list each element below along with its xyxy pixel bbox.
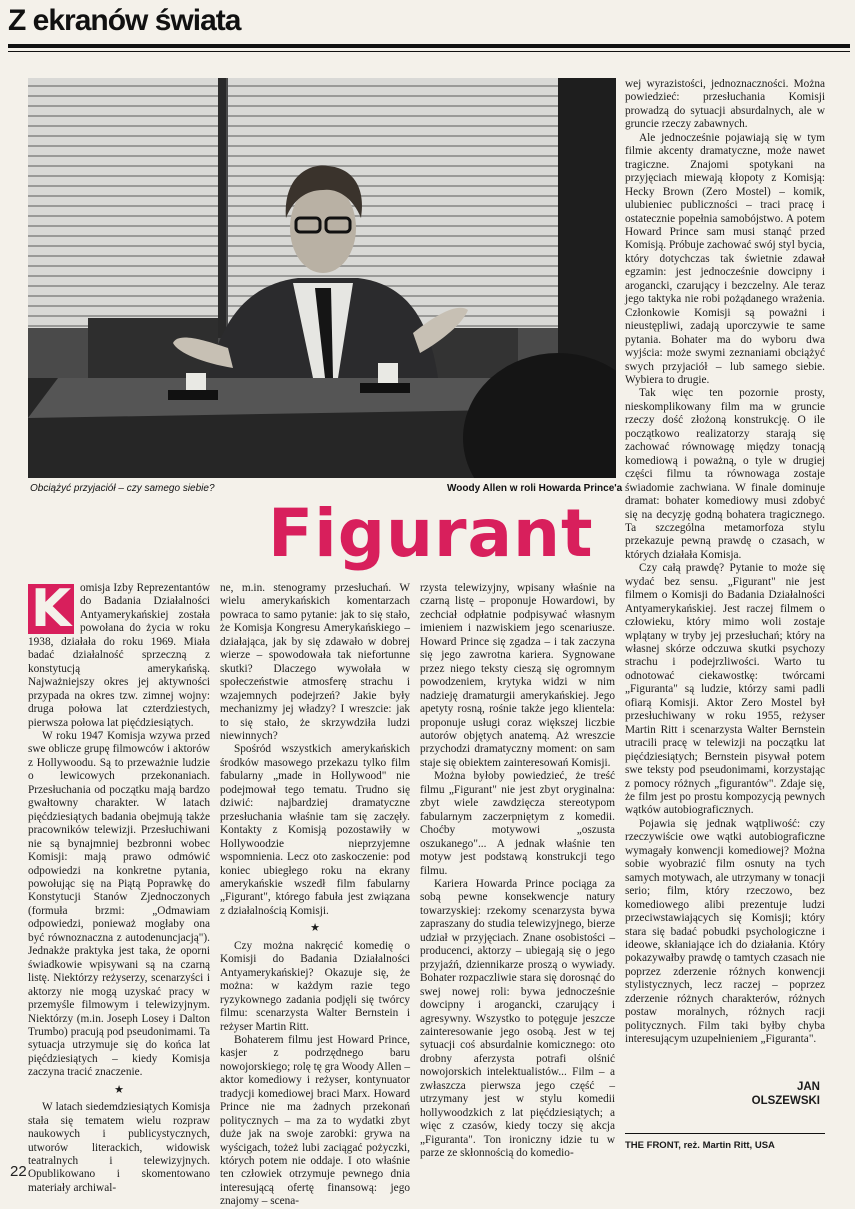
paragraph: ne, m.in. stenogramy przesłuchań. W wielu amerykańskich komentarzach powraca to samo pytanie: jak to się stało, że Komisja Kongresu Amerykańskiego – działająca, jak by się zdawało w dobrej wierze – spowodowała tak niefortunne skutki? Dlaczego wywołała w społeczeństwie atmosferę strachu i wzajemnych podejrzeń? Jakie były mechanizmy jej władzy? I wreszcie: jak to się stało, że skrzywdziła ludzi niewinnych? [220,582,410,742]
article-column-1 [28,579,210,1195]
section-break-star: ★ [310,922,320,935]
photo-caption-right: Woody Allen w roli Howarda Prince'a [447,483,623,494]
paragraph: Kariera Howarda Prince pociąga za sobą pewne konsekwencje natury towarzyskiej: rzekomy scenarzysta bywa zapraszany do studia telewizyjnego, bierze udział w przyjęciach. Znane osobistości – producenci, aktorzy – ubiegają się o jego przyjaźń, dziennikarze proszą o wywiady. Bohater rozpaczliwie stara się dorosnąć do swej nowej roli: bywa jednocześnie dowcipny i arogancki, czarujący i agresywny. Wszystko to potęguje jeszcze zainteresowanie jego osobą. Jest w tej sytuacji coś absurdalnie komicznego: oto drobny aferzysta potrafi olśnić nowojorskich intelektualistów... Film – a zwłaszcza pierwsza jego część – utrzymany jest w stylu komedii hollywoodzkich z lat pięćdziesiątych; a więc z czasów, kiedy toczy się akcja „Figuranta". Ton ironiczny idzie tu w parze ze skłonnością do komedio- [420,877,615,1160]
film-credit: THE FRONT, reż. Martin Ritt, USA [625,1140,775,1151]
header-rule [8,44,850,48]
paragraph: Czy można nakręcić komedię o Komisji do Badania Działalności Antyamerykańskiej? Okazuje się, że można: w każdym razie tego ryzykownego zadania podjęli się twórcy filmu: scenarzysta Walter Bernstein i reżyser Martin Ritt. [220,939,410,1033]
article-column-3 [420,582,615,1160]
paragraph: Tak więc ten pozornie prosty, nieskomplikowany film ma w gruncie rzeczy dość złożoną konstrukcję. O ile początkowo realizatorzy starają się zachować równowagę między tonacją komediową i poważną, o tyle w drugiej części filmu ta równowaga zostaje świadomie zachwiana. W finale dominuje dramat: bohater komediowy musi zdobyć się na decyzję godną bohatera tragicznego. Ta szczególna metamorfoza stylu przekazuje pewną prawdę o czasach, w których działała Komisja. [625,387,825,561]
section-break-star: ★ [114,1083,124,1096]
section-title: Z ekranów świata [8,4,241,37]
credit-rule [625,1133,825,1134]
paragraph: Ale jednocześnie pojawiają się w tym filmie akcenty dramatyczne, może nawet tragiczne. Znajomi spotykani na przyjęciach miewają kłopoty z Komisją: Hecky Brown (Zero Mostel) – komik, ulubieniec publiczności – traci pracę i ostatecznie popełnia samobójstwo. A potem Howard Prince sam musi stanąć przed Komisją. Próbuje zachować swój styl bycia, który dotychczas tak świetnie zdawał egzamin: jest jednocześnie dowcipny i arogancki, czarujący i bezczelny. Ale teraz jego taktyka nie robi pożądanego wrażenia. Członkowie Komisji są poważni i nieustępliwi, zadają uporczywie te same pytania. Bohater ma do wyboru dwa wyjścia: może swymi zeznaniami obciążyć swych przyjaciół – lub samego siebie. Wybiera to drugie. [625,131,825,386]
film-still-illustration [28,78,616,478]
author-last-name: OLSZEWSKI [751,1095,820,1107]
paragraph: Czy całą prawdę? Pytanie to może się wydać bez sensu. „Figurant" nie jest filmem o Komisji do Badania Działalności Antyamerykańskiej. Jest raczej filmem o człowieku, który mimo woli zostaje wplątany w tryby jej przesłuchań; który na własnej skórze odczuwa skutki psychozy strachu i podejrzliwości. Warto tu odnotować ciekawostkę: twórcami „Figuranta" są ludzie, którzy sami padli ofiarą Komisji. Aktor Zero Mostel był przesłuchiwany w roku 1955, reżyser Martin Ritt i scenarzysta Walter Bernstein utracili pracę w telewizji na początku lat pięćdziesiątych; Bernstein pisywał potem swe teksty pod pseudonimami, korzystając z pomocy różnych „figurantów". Zdaje się, że film jest po prostu kompozycją pewnych wątków autobiograficznych. [625,562,825,817]
page-number: 22 [10,1163,27,1180]
article-headline: Figurant [268,495,594,572]
header-rule-thin [8,51,850,52]
author-byline [720,1080,820,1108]
paragraph: Spośród wszystkich amerykańskich środków masowego przekazu tylko film fabularny „made in Hollywood" nie podejmował tego tematu. Trudno się dziwić: najbardziej dramatyczne przesłuchania właśnie tam się zaczęły. Kontakty z Komisją pozostawiły w Hollywoodzie nieprzyjemne wspomnienia. Lecz oto zaskoczenie: pod koniec ubiegłego roku na ekrany amerykańskie wszedł film fabularny „Figurant", którego fabuła jest związana z działalnością Komisji. [220,743,410,917]
paragraph: K omisja Izby Reprezentantów do Badania Działalności Antyamerykańskiej została powołana do życia w roku 1938, działała do roku 1969. Miała badać działalność sprzeczną z konstytucją amerykańską. Najważniejszy okres jej aktywności przypada na okres tzw. zimnej wojny: druga połowa lat czterdziestych, pierwsza połowa lat pięćdziesiątych. [28,579,210,729]
drop-cap: K [28,584,74,634]
paragraph: Można byłoby powiedzieć, że treść filmu „Figurant" nie jest zbyt oryginalna: zbyt wiele zawdzięcza stereotypom fabularnym zaczerpniętym z komedii. Choćby motywowi „oszusta oszukanego"... A jednak właśnie ten motyw jest podstawą konstrukcji tego filmu. [420,770,615,877]
author-first-name: JAN [796,1081,820,1093]
paragraph: W latach siedemdziesiątych Komisja stała się tematem wielu rozpraw naukowych i publicystycznych, utworów literackich, widowisk teatralnych i telewizyjnych. Opublikowano i skomentowano materiały archiwal- [28,1101,210,1194]
paragraph: wej wyrazistości, jednoznaczności. Można powiedzieć: przesłuchania Komisji prowadzą do sytuacji absurdalnych, ale w gruncie rzeczy zabawnych. [625,78,825,131]
film-still-photo [28,78,616,478]
article-column-4 [625,78,825,1047]
paragraph: Pojawia się jednak wątpliwość: czy rzeczywiście owe wątki autobiograficzne wymagały konwencji komediowej? Można sobie wyobrazić film osnuty na tych samych motywach, ale utrzymany w tonacji serio; film, który rzeczowo, bez komediowego alibi prezentuje ludzi przeciwstawiających się Komisji; który stara się badać pobudki psychologiczne i ideowe, skłaniające ich do działania. Który pokazywałby prawdę o tamtych czasach nie poprzez zderzenie różnych konwencji stylistycznych, lecz raczej – poprzez zderzenie różnych charakterów, różnych postaw moralnych, różnych racji politycznych. Film taki byłby chyba interesującym uzupełnieniem „Figuranta". [625,817,825,1046]
paragraph: rzysta telewizyjny, wpisany właśnie na czarną listę – proponuje Howardowi, by zechciał odpłatnie podpisywać własnym imieniem i nazwiskiem jego scenariusze. Howard Prince się zgadza – i tak zaczyna się jego zawrotna kariera. Sygnowane przez niego teksty cieszą się ogromnym powodzeniem, krytyka widzi w nim nadzieję dramaturgii amerykańskiej. Jego apetyty rosną, rośnie także jego klientela: proponuje usługi coraz większej liczbie autorów objętych anatemą. Aż wreszcie przychodzi dramatyczny moment: on sam staje się obiektem zainteresowań Komisji. [420,582,615,769]
article-column-2 [220,582,410,1209]
paragraph: W roku 1947 Komisja wzywa przed swe oblicze grupę filmowców i aktorów z Hollywoodu. Są to przeważnie ludzie o lewicowych przekonaniach. Przesłuchania od początku mają bardzo gwałtowny charakter. W latach pięćdziesiątych badania obejmują także pracowników telewizji. Przesłuchiwani nie są bynajmniej bezbronni wobec Komisji: mają prawo odmówić odpowiedzi na konkretne pytania, powołując się na Piątą Poprawkę do Konstytucji Stanów Zjednoczonych (formuła brzmi: „Odmawiam odpowiedzi, ponieważ mogłaby ona być równoznaczna z autodenuncjacją"). Jednakże praktyka jest taka, że oporni świadkowie wpisywani są na czarną listę. Niektórzy reżyserzy, scenarzyści i aktorzy nie mogą uzyskać pracy w przemyśle filmowym i telewizyjnym. Niektórzy (m.in. Joseph Losey i Dalton Trumbo) pracują pod pseudonimami. Ta sytuacja utrzymuje się do końca lat pięćdziesiątych – kiedy Komisja zaczyna tracić znaczenie. [28,729,210,1079]
photo-caption-left: Obciążyć przyjaciół – czy samego siebie? [30,483,215,494]
paragraph: Bohaterem filmu jest Howard Prince, kasjer z podrzędnego baru nowojorskiego; rolę tę gra Woody Allen – aktor komediowy i reżyser, kontynuator tradycji komediowej braci Marx. Howard Prince nie ma żadnych przekonań politycznych – ma za to wydatki zbyt duże jak na swoje zarobki: grywa na wyścigach, tożeż lubi zaciągać pożyczki, których potem nie oddaje. I oto właśnie ten człowiek otrzymuje pewnego dnia interesującą ofertę finansową: jego znajomy – scena- [220,1033,410,1208]
